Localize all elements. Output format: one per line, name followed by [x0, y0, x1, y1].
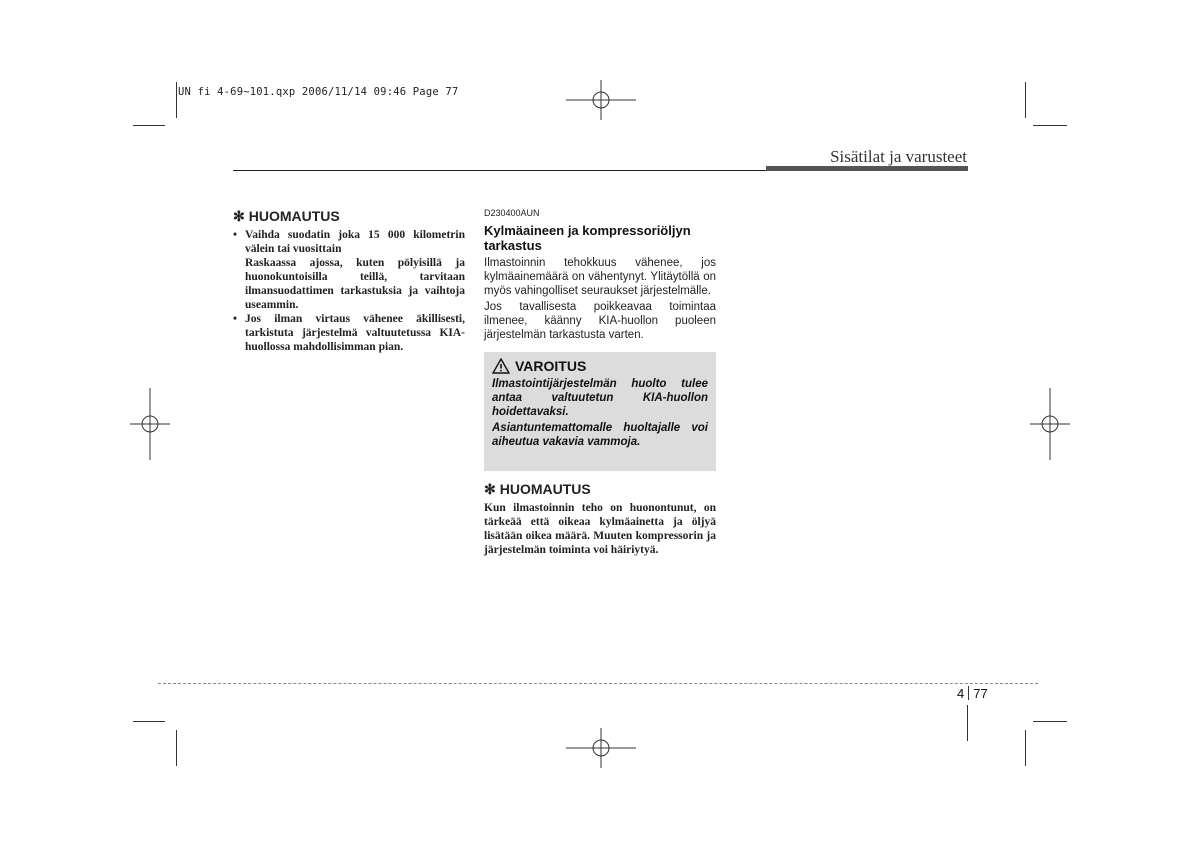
- warning-text: Asiantuntemattomalle huoltajalle voi aiheutua vakavia vammoja.: [492, 422, 708, 448]
- note-heading: [233, 208, 465, 225]
- registration-mark-bottom: [566, 728, 636, 768]
- asterisk-icon: ✻: [233, 208, 245, 224]
- header-bar: [766, 166, 968, 171]
- body-paragraph: Jos tavallisesta poikkeavaa toimintaa ilmenee, käänny KIA-huollon puoleen järjestelmän tarkastusta varten.: [484, 301, 716, 341]
- list-item: [233, 228, 465, 312]
- section-title: Sisätilat ja varusteet: [830, 147, 967, 166]
- registration-mark-right: [1030, 388, 1070, 460]
- list-item-text: Jos ilman virtaus vähenee äkillisesti, tarkistuta järjestelmä valtuutetussa KIA-huollossa mahdollisimman pian.: [245, 313, 465, 353]
- note-text: Kun ilmastoinnin teho on huonontunut, on tärkeää että oikeaa kylmäainetta ja öljyä lisätään oikea määrä. Muuten kompressorin ja järjestelmän toiminta voi häiriytyä.: [484, 502, 716, 556]
- note-heading-label: HUOMAUTUS: [248, 208, 340, 224]
- right-column: [484, 208, 716, 557]
- warning-heading-label: VAROITUS: [515, 358, 587, 374]
- list-item-text: Vaihda suodatin joka 15 000 kilometrin välein tai vuosittain: [245, 229, 465, 255]
- page-number-value: 77: [973, 686, 988, 701]
- chapter-number: 4: [957, 686, 965, 701]
- page-number-divider: [968, 686, 969, 700]
- warning-heading: [492, 358, 708, 374]
- subheading: Kylmäaineen ja kompressoriöljyn tarkastus: [484, 223, 691, 253]
- section-code: D230400AUN: [484, 208, 540, 218]
- left-column: [233, 208, 465, 354]
- list-item: [233, 312, 465, 354]
- registration-mark-top: [566, 80, 636, 120]
- page-number: [957, 686, 988, 701]
- asterisk-icon: ✻: [484, 481, 496, 497]
- note-heading-label: HUOMAUTUS: [499, 481, 591, 497]
- print-slug: UN fi 4-69~101.qxp 2006/11/14 09:46 Page 77: [178, 86, 459, 98]
- warning-box: [484, 352, 716, 471]
- header-rule: [233, 170, 766, 171]
- warning-triangle-icon: [492, 358, 510, 374]
- bullet-icon: •: [233, 229, 238, 241]
- list-item-text: Raskaassa ajossa, kuten pölyisillä ja huonokuntoisilla teillä, tarvitaan ilmansuodattimen tarkastuksia ja vaihtoja useammin.: [245, 257, 465, 311]
- note-list: [233, 228, 465, 354]
- warning-text: Ilmastointijärjestelmän huolto tulee antaa valtuutetun KIA-huollon hoidettavaksi.: [492, 378, 708, 418]
- registration-mark-left: [130, 388, 170, 460]
- body-paragraph: Ilmastoinnin tehokkuus vähenee, jos kylmäainemäärä on vähentynyt. Ylitäytöllä on myös vahingolliset seuraukset järjestelmälle.: [484, 257, 716, 297]
- bullet-icon: •: [233, 313, 238, 325]
- footer-rule: [158, 683, 1038, 684]
- note-box: [484, 481, 716, 557]
- note-heading: [484, 481, 716, 498]
